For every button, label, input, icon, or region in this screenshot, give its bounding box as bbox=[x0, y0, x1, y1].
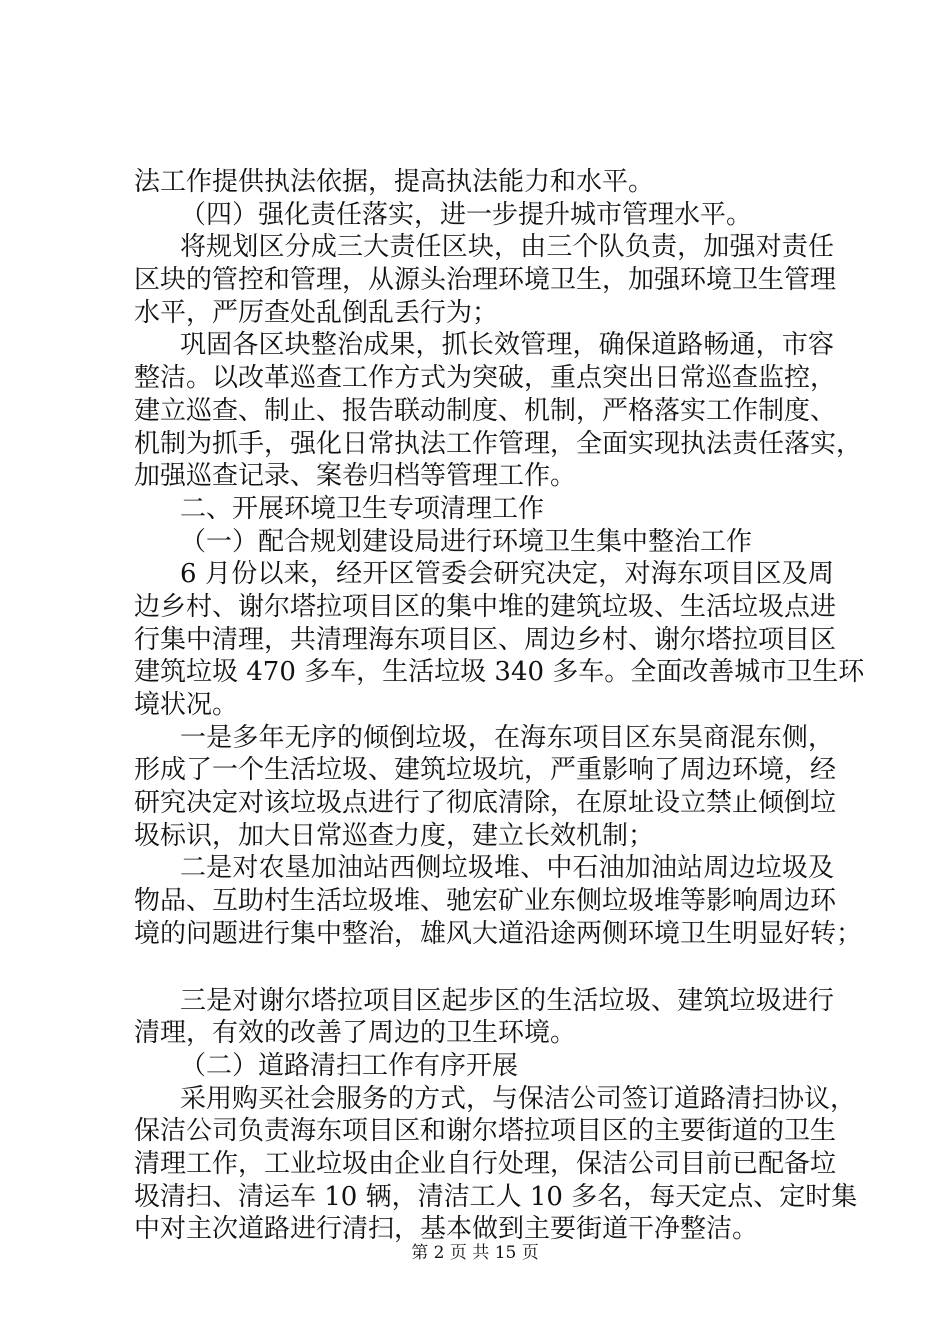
paragraph-line: 法工作提供执法依据，提高执法能力和水平。 bbox=[134, 167, 655, 197]
section-heading: （二）道路清扫工作有序开展 bbox=[180, 1050, 519, 1081]
paragraph-line: 物品、互助村生活垃圾堆、驰宏矿业东侧垃圾堆等影响周边环 bbox=[134, 886, 837, 917]
paragraph-line: 清理，有效的改善了周边的卫生环境。 bbox=[134, 1018, 577, 1049]
section-heading: （一）配合规划建设局进行环境卫生集中整治工作 bbox=[180, 526, 753, 557]
paragraph-line: 清理工作，工业垃圾由企业自行处理，保洁公司目前已配备垃 bbox=[134, 1148, 837, 1179]
paragraph-line: 6 月份以来，经开区管委会研究决定，对海东项目区及周 bbox=[180, 559, 834, 590]
paragraph-line: 研究决定对该垃圾点进行了彻底清除，在原址设立禁止倾倒垃 bbox=[134, 788, 837, 819]
page-number-footer: 第 2 页 共 15 页 bbox=[411, 1243, 539, 1263]
paragraph-line: 三是对谢尔塔拉项目区起步区的生活垃圾、建筑垃圾进行 bbox=[180, 985, 834, 1016]
paragraph-line: 建立巡查、制止、报告联动制度、机制，严格落实工作制度、 bbox=[134, 395, 837, 426]
paragraph-line: 整洁。以改革巡查工作方式为突破，重点突出日常巡查监控， bbox=[134, 363, 837, 394]
section-heading: 二、开展环境卫生专项清理工作 bbox=[180, 493, 545, 524]
paragraph-line: 加强巡查记录、案卷归档等管理工作。 bbox=[134, 461, 577, 492]
paragraph-line: 行集中清理，共清理海东项目区、周边乡村、谢尔塔拉项目区 bbox=[134, 624, 837, 655]
paragraph-line: 巩固各区块整治成果，抓长效管理，确保道路畅通，市容 bbox=[180, 330, 834, 361]
paragraph-line: 水平，严厉查处乱倒乱丢行为； bbox=[134, 297, 499, 328]
paragraph-line: 中对主次道路进行清扫，基本做到主要街道干净整洁。 bbox=[134, 1214, 759, 1245]
paragraph-line: 建筑垃圾 470 多车，生活垃圾 340 多车。全面改善城市卫生环 bbox=[134, 657, 865, 688]
paragraph-line: 保洁公司负责海东项目区和谢尔塔拉项目区的主要街道的卫生 bbox=[134, 1116, 837, 1147]
paragraph-line: 二是对农垦加油站西侧垃圾堆、中石油加油站周边垃圾及 bbox=[180, 853, 834, 884]
paragraph-gap bbox=[134, 951, 834, 985]
paragraph-line: 一是多年无序的倾倒垃圾，在海东项目区东昊商混东侧， bbox=[180, 722, 834, 753]
paragraph-line: 境状况。 bbox=[134, 690, 239, 720]
paragraph-line: 形成了一个生活垃圾、建筑垃圾坑，严重影响了周边环境，经 bbox=[134, 755, 837, 786]
paragraph-line: 将规划区分成三大责任区块，由三个队负责，加强对责任 bbox=[180, 232, 834, 263]
document-body bbox=[134, 166, 865, 1246]
paragraph-line: 采用购买社会服务的方式，与保洁公司签订道路清扫协议， bbox=[180, 1083, 857, 1114]
paragraph-line: 圾标识，加大日常巡查力度，建立长效机制； bbox=[134, 820, 655, 851]
paragraph-line: 区块的管控和管理，从源头治理环境卫生，加强环境卫生管理 bbox=[134, 265, 837, 296]
paragraph-line: 圾清扫、清运车 10 辆，清洁工人 10 多名，每天定点、定时集 bbox=[134, 1181, 858, 1212]
section-heading: （四）强化责任落实，进一步提升城市管理水平。 bbox=[180, 199, 753, 230]
paragraph-line: 境的问题进行集中整治，雄风大道沿途两侧环境卫生明显好转； bbox=[134, 918, 863, 949]
paragraph-line: 机制为抓手，强化日常执法工作管理，全面实现执法责任落实， bbox=[134, 428, 863, 459]
paragraph-line: 边乡村、谢尔塔拉项目区的集中堆的建筑垃圾、生活垃圾点进 bbox=[134, 591, 837, 622]
